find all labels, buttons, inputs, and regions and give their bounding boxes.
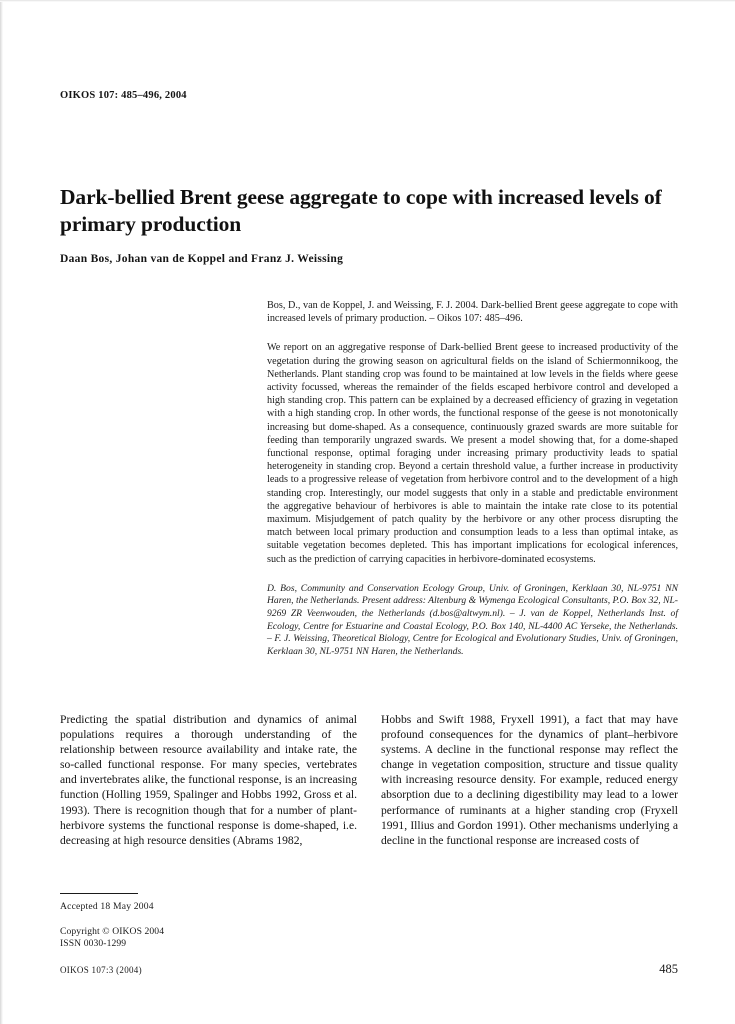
abstract-column xyxy=(267,299,678,658)
author-affiliations: D. Bos, Community and Conservation Ecology Group, Univ. of Groningen, Kerklaan 30, NL-9751 NN Haren, the Netherlands. Present address: Altenburg & Wymenga Ecological Consultants, P.O. Box 32, NL-9269 ZR Veenwouden, the Netherlands (d.bos@altwym.nl). – J. van de Koppel, Netherlands Inst. of Ecology, Centre for Estuarine and Coastal Ecology, P.O. Box 140, NL-4400 AC Yerseke, the Netherlands. – F. J. Weissing, Theoretical Biology, Centre for Ecological and Evolutionary Studies, Univ. of Groningen, Kerklaan 30, NL-9751 NN Haren, the Netherlands. xyxy=(267,582,678,657)
body-column-right: Hobbs and Swift 1988, Fryxell 1991), a fact that may have profound consequences for the dynamics of plant–herbivore systems. A decline in the functional response may reflect the change in vegetation composition, structure and tissue quality with increasing resource density. For example, reduced energy absorption due to a declining digestibility may lead to a lower performance of ruminants at a higher standing crop (Fryxell 1991, Illius and Gordon 1991). Other mechanisms underlying a decline in the functional response are increased costs of xyxy=(381,713,678,847)
author-list: Daan Bos, Johan van de Koppel and Franz J. Weissing xyxy=(60,253,344,265)
body-column-left: Predicting the spatial distribution and dynamics of animal populations requires a thorough understanding of the relationship between resource availability and intake rate, the so-called functional response. For many species, vertebrates and invertebrates alike, the functional response, is an increasing function (Holling 1959, Spalinger and Hobbs 1992, Gross et al. 1993). There is recognition though that for a number of plant-herbivore systems the functional response is dome-shaped, i.e. decreasing at high resource densities (Abrams 1982, xyxy=(60,713,357,847)
accepted-date: Accepted 18 May 2004 xyxy=(60,901,154,912)
page-footer xyxy=(60,962,678,977)
copyright-line: Copyright © OIKOS 2004 xyxy=(60,926,165,937)
footnote-block xyxy=(60,893,360,949)
footer-page-number: 485 xyxy=(659,962,678,976)
page-top-edge-shadow xyxy=(0,0,735,2)
issn-line: ISSN 0030-1299 xyxy=(60,937,127,949)
page-title: Dark-bellied Brent geese aggregate to cope with increased levels of primary production xyxy=(60,185,662,237)
journal-reference-header: OIKOS 107: 485–496, 2004 xyxy=(60,90,187,101)
footer-journal-issue: OIKOS 107:3 (2004) xyxy=(60,965,142,975)
footnote-divider xyxy=(60,893,138,894)
abstract-text: We report on an aggregative response of Dark-bellied Brent geese to increased productivity of the vegetation during the growing season on agricultural fields on the island of Schiermonnikoog, the Netherlands. Plant standing crop was found to be maintained at low levels in the fields where geese activity focussed, whereas the remainder of the fields escaped herbivore control and developed a high standing crop. This pattern can be explained by a decreased efficiency of grazing in vegetation with a high standing crop. In other words, the functional response of the geese is not monotonically increasing but dome-shaped. As a consequence, continuously grazed swards are more suitable for feeding than temporarily ungrazed swards. We present a model showing that, for a dome-shaped functional response, optimal foraging under increasing primary productivity leads to spatial heterogeneity in standing crop. Beyond a certain threshold value, a further increase in productivity leads to a progressive release of vegetation from herbivore control and to the development of a high standing crop. Interestingly, our model suggests that only in a stable and predictable environment the aggregative behaviour of herbivores is able to maintain the intake rate close to its potential maximum. Misjudgement of patch quality by the herbivore or any other process disrupting the match between local primary production and consumption leads to a less than optimal intake, as suitable vegetation becomes depleted. This has important implications for ecological inferences, such as the prediction of carrying capacities in herbivore-dominated ecosystems. xyxy=(267,342,678,565)
self-citation: Bos, D., van de Koppel, J. and Weissing, F. J. 2004. Dark-bellied Brent geese aggregate to cope with increased levels of primary production. – Oikos 107: 485–496. xyxy=(267,300,678,325)
page-left-edge-shadow xyxy=(0,0,3,1024)
copyright-block xyxy=(60,926,360,949)
